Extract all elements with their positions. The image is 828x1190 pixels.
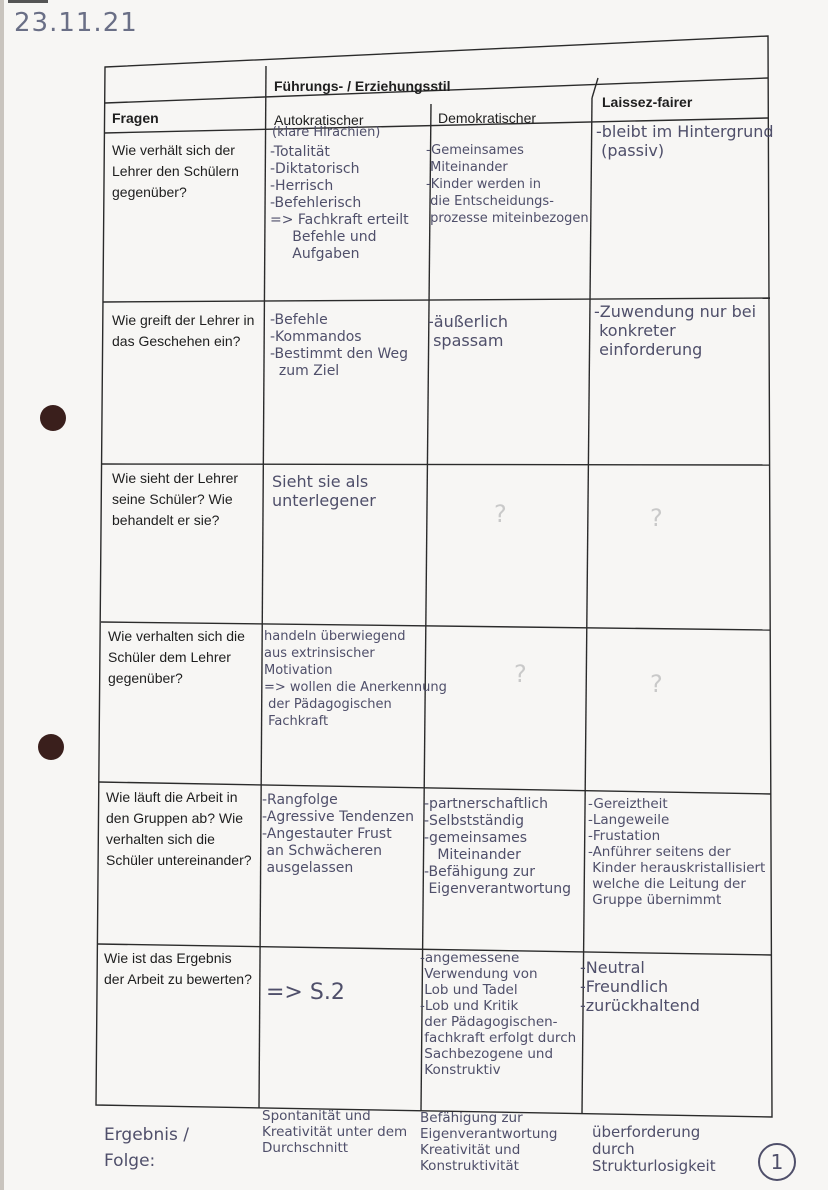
- autocratic-note: (klare Hirachien): [272, 125, 381, 140]
- answer-1-democratic: -Gemeinsames Miteinander -Kinder werden in die Entscheidungs- prozesse miteinbezogen: [426, 143, 589, 226]
- answer-6-autocratic: => S.2: [266, 980, 345, 1005]
- question-2: Wie greift der Lehrer in das Geschehen ein?: [112, 312, 255, 349]
- answer-3-autocratic: Sieht sie als unterlegener: [272, 472, 376, 510]
- page-number-circle: 1: [758, 1143, 796, 1181]
- question-3: Wie sieht der Lehrer seine Schüler? Wie behandelt er sie?: [112, 470, 239, 528]
- answer-4-autocratic: handeln überwiegend aus extrinsischer Motivation => wollen die Anerkennung der Pädagogischen Fachkraft: [264, 629, 447, 729]
- result-laissez-faire: überforderung durch Strukturlosigkeit: [592, 1123, 716, 1175]
- result-democratic: Befähigung zur Eigenverantwortung Kreativität und Konstruktivität: [420, 1110, 558, 1174]
- question-1: Wie verhält sich der Lehrer den Schülern gegenüber?: [112, 142, 239, 200]
- answer-4-laissez-faire: ?: [650, 670, 663, 698]
- question-4: Wie verhalten sich die Schüler dem Lehrer gegenüber?: [108, 628, 245, 686]
- answer-3-laissez-faire: ?: [650, 504, 663, 532]
- column-header-democratic: Demokratischer: [438, 110, 537, 126]
- answer-6-democratic: -angemessene Verwendung von Lob und Tadel -Lob und Kritik der Pädagogischen- fachkraft erfolgt durch Sachbezogene und Konstruktiv: [420, 950, 577, 1078]
- answer-2-democratic: -äußerlich spassam: [428, 312, 509, 350]
- answer-5-laissez-faire: -Gereiztheit -Langeweile -Frustation -Anführer seitens der Kinder herauskristallisiert welche die Leitung der Gruppe übernimmt: [588, 796, 766, 908]
- answer-2-laissez-faire: -Zuwendung nur bei konkreter einforderung: [594, 302, 757, 359]
- question-5: Wie läuft die Arbeit in den Gruppen ab? Wie verhalten sich die Schüler untereinander?: [106, 789, 252, 868]
- answer-4-democratic: ?: [514, 660, 527, 688]
- column-header-autocratic: Autokratischer: [274, 112, 364, 128]
- answer-6-laissez-faire: -Neutral -Freundlich -zurückhaltend: [580, 958, 700, 1015]
- answer-1-autocratic: -Totalität -Diktatorisch -Herrisch -Befehlerisch => Fachkraft erteilt Befehle und Aufgaben: [270, 144, 409, 262]
- answer-2-autocratic: -Befehle -Kommandos -Bestimmt den Weg zum Ziel: [270, 312, 409, 379]
- answer-5-democratic: -partnerschaftlich -Selbstständig -gemeinsames Miteinander -Befähigung zur Eigenverantwortung: [424, 796, 572, 897]
- question-6: Wie ist das Ergebnis der Arbeit zu bewerten?: [104, 950, 252, 987]
- handwritten-date: 23.11.21: [14, 8, 138, 38]
- column-header-questions: Fragen: [112, 110, 159, 126]
- result-autocratic: Spontanität und Kreativität unter dem Durchschnitt: [262, 1108, 408, 1156]
- column-header-laissez-faire: Laissez-fairer: [602, 94, 693, 110]
- answer-1-laissez-faire: -bleibt im Hintergrund (passiv): [596, 122, 774, 160]
- header-group-label: Führungs- / Erziehungsstil: [274, 78, 451, 94]
- answer-3-democratic: ?: [494, 500, 507, 528]
- result-label: Ergebnis / Folge:: [104, 1125, 189, 1171]
- answer-5-autocratic: -Rangfolge -Agressive Tendenzen -Angestauter Frust an Schwächeren ausgelassen: [262, 792, 414, 876]
